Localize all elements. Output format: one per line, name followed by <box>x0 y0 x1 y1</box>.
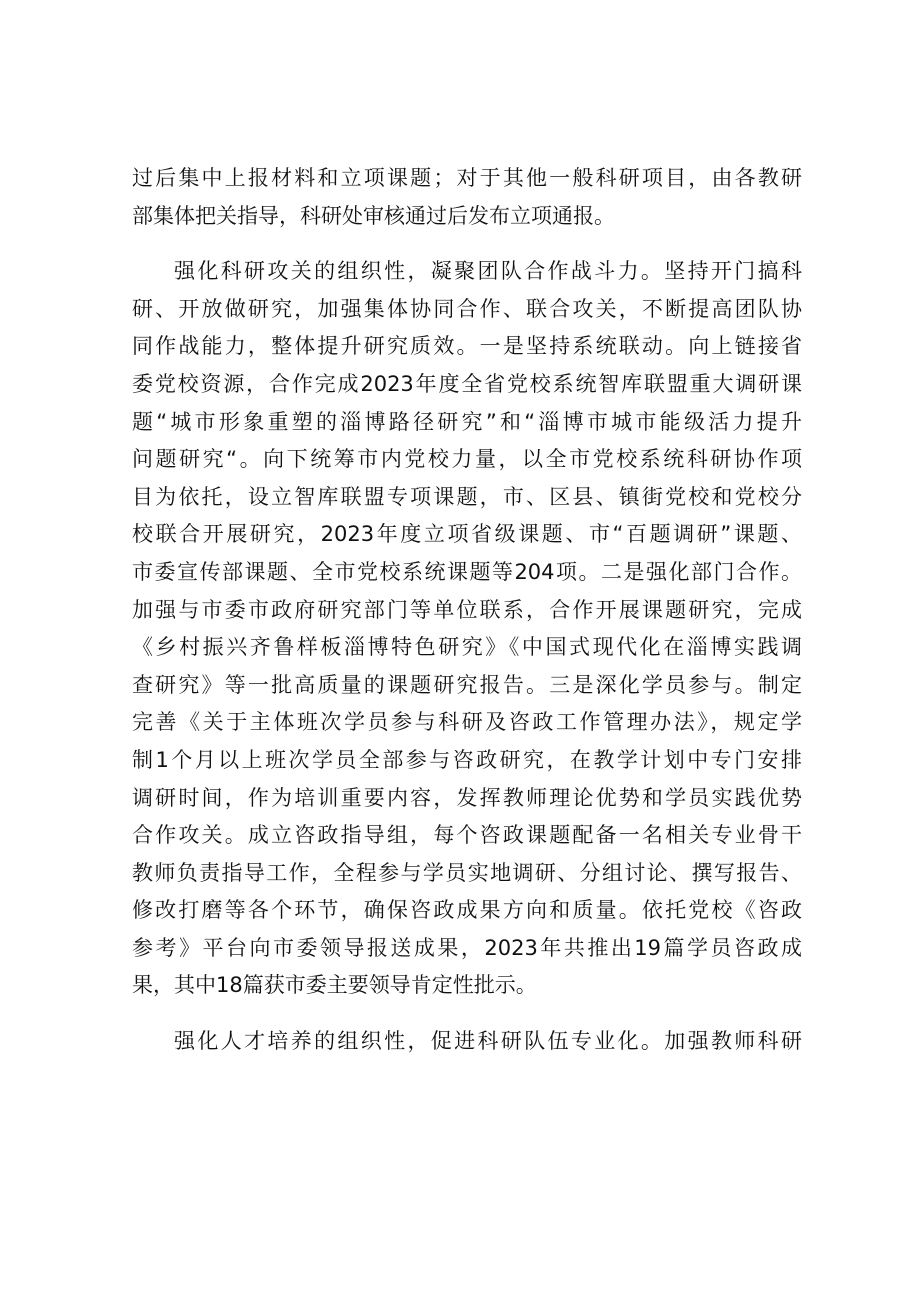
text-line: 查研究》等一批高质量的课题研究报告。三是深化学员参与。制定 <box>132 672 802 697</box>
document-body <box>132 160 802 1061</box>
text-line: 部集体把关指导，科研处审核通过后发布立项通报。 <box>132 203 615 228</box>
text-line: 强化科研攻关的组织性，凝聚团队合作战斗力。坚持开门搞科 <box>174 259 802 284</box>
paragraph-gap <box>132 1005 802 1023</box>
text-line: 过后集中上报材料和立项课题；对于其他一般科研项目，由各教研 <box>132 166 802 190</box>
text-line: 果，其中18篇获市委主要领导肯定性批示。 <box>132 973 537 998</box>
text-line: 《乡村振兴齐鲁样板淄博特色研究》《中国式现代化在淄博实践调 <box>132 635 802 660</box>
paragraph-1 <box>132 160 802 235</box>
text-line: 制1个月以上班次学员全部参与咨政研究，在教学计划中专门安排 <box>132 747 802 772</box>
text-line: 加强与市委市政府研究部门等单位联系，合作开展课题研究，完成 <box>132 597 802 622</box>
text-line: 修改打磨等各个环节，确保咨政成果方向和质量。依托党校《咨政 <box>132 898 802 923</box>
text-line: 调研时间，作为培训重要内容，发挥教师理论优势和学员实践优势 <box>132 785 802 810</box>
text-line: 研、开放做研究，加强集体协同合作、联合攻关，不断提高团队协 <box>132 296 802 321</box>
paragraph-2 <box>132 253 802 1005</box>
text-line: 教师负责指导工作，全程参与学员实地调研、分组讨论、撰写报告、 <box>132 860 802 885</box>
text-line: 问题研究“。向下统筹市内党校力量，以全市党校系统科研协作项 <box>132 447 802 472</box>
text-line: 强化人才培养的组织性，促进科研队伍专业化。加强教师科研 <box>174 1029 802 1054</box>
text-line: 同作战能力，整体提升研究质效。一是坚持系统联动。向上链接省 <box>132 334 802 359</box>
paragraph-3 <box>132 1023 802 1061</box>
text-line: 完善《关于主体班次学员参与科研及咨政工作管理办法》，规定学 <box>132 710 802 735</box>
text-line: 合作攻关。成立咨政指导组，每个咨政课题配备一名相关专业骨干 <box>132 823 802 848</box>
text-line: 委党校资源，合作完成2023年度全省党校系统智库联盟重大调研课 <box>132 371 802 396</box>
text-line: 题“城市形象重塑的淄博路径研究”和“淄博市城市能级活力提升 <box>132 409 802 434</box>
paragraph-gap <box>132 235 802 253</box>
text-line: 校联合开展研究，2023年度立项省级课题、市“百题调研”课题、 <box>132 522 802 547</box>
text-line: 目为依托，设立智库联盟专项课题，市、区县、镇街党校和党校分 <box>132 484 802 509</box>
text-line: 参考》平台向市委领导报送成果，2023年共推出19篇学员咨政成 <box>132 935 802 960</box>
text-line: 市委宣传部课题、全市党校系统课题等204项。二是强化部门合作。 <box>132 559 802 584</box>
